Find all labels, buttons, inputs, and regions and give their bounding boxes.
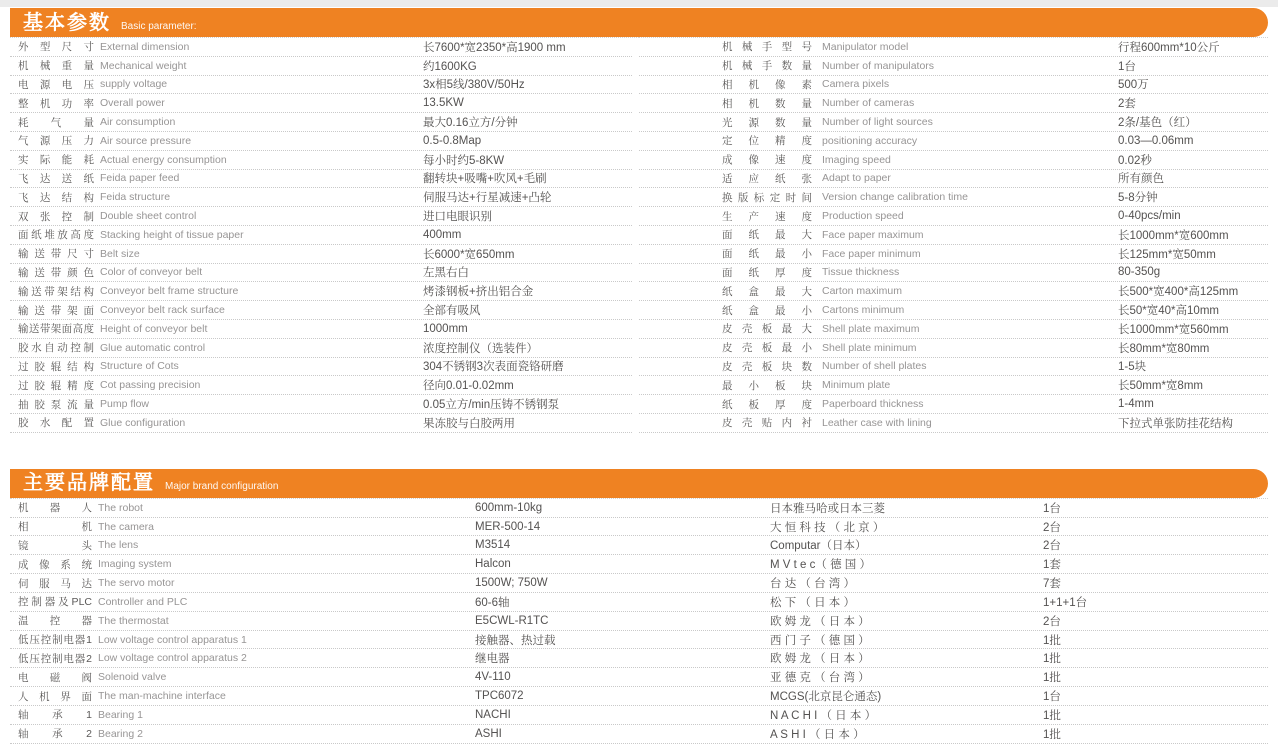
param-value: 1-4mm bbox=[1118, 398, 1154, 411]
brand-model: TPC6072 bbox=[475, 690, 524, 703]
param-row bbox=[639, 226, 1268, 245]
param-label-zh: 输送带架结构 bbox=[18, 285, 94, 298]
brand-row bbox=[10, 574, 1268, 593]
param-value: 80-350g bbox=[1118, 266, 1161, 279]
param-label-en: Number of manipulators bbox=[822, 59, 935, 72]
brand-vendor: 大 恒 科 技 （ 北 京 ） bbox=[770, 521, 885, 534]
brand-row bbox=[10, 593, 1268, 612]
param-row bbox=[639, 170, 1268, 189]
param-row bbox=[10, 282, 632, 301]
brand-label-en: The servo motor bbox=[98, 577, 175, 590]
brand-label-zh: 低压控制电器1 bbox=[18, 634, 92, 647]
brand-qty: 1台 bbox=[1043, 502, 1061, 515]
param-value: 左黑右白 bbox=[423, 267, 469, 280]
param-value: 0.5-0.8Map bbox=[423, 134, 482, 147]
param-label-zh: 换版标定时间 bbox=[722, 191, 812, 204]
brand-model: E5CWL-R1TC bbox=[475, 614, 549, 627]
brand-model: 1500W; 750W bbox=[475, 577, 548, 590]
param-label-zh: 适应纸张 bbox=[722, 172, 812, 185]
param-label-zh: 电源电压 bbox=[18, 78, 94, 91]
brand-qty: 7套 bbox=[1043, 578, 1061, 591]
brand-vendor: 台 达 （ 台 湾 ） bbox=[770, 578, 855, 591]
brand-row bbox=[10, 518, 1268, 537]
param-label-en: Double sheet control bbox=[100, 210, 197, 223]
param-value: 长7600*宽2350*高1900 mm bbox=[423, 41, 566, 54]
param-label-zh: 输送带尺寸 bbox=[18, 248, 94, 261]
param-value: 长1000mm*宽560mm bbox=[1118, 323, 1229, 336]
brand-vendor: N A C H I （ 日 本 ） bbox=[770, 709, 877, 722]
param-label-en: Adapt to paper bbox=[822, 172, 891, 185]
brand-label-en: The robot bbox=[98, 501, 143, 514]
param-label-zh: 双张控制 bbox=[18, 210, 94, 223]
param-label-zh: 输送带颜色 bbox=[18, 266, 94, 279]
param-label-en: Production speed bbox=[822, 210, 904, 223]
param-label-zh: 机械手数量 bbox=[722, 60, 812, 73]
section-header-brands bbox=[10, 469, 1268, 498]
param-label-zh: 机械重量 bbox=[18, 60, 94, 73]
param-label-en: Overall power bbox=[100, 97, 165, 110]
param-label-zh: 飞达结构 bbox=[18, 191, 94, 204]
section-title-zh: 基本参数 bbox=[23, 11, 111, 34]
brand-model: MER-500-14 bbox=[475, 520, 541, 533]
brand-qty: 1批 bbox=[1043, 709, 1061, 722]
brand-label-zh: 温控器 bbox=[18, 615, 92, 628]
param-row bbox=[10, 113, 632, 132]
section-basic-parameters bbox=[10, 8, 1268, 433]
param-value: 果冻胶与白胶两用 bbox=[423, 417, 515, 430]
param-value: 径向0.01-0.02mm bbox=[423, 380, 514, 393]
brand-label-zh: 相机 bbox=[18, 521, 92, 533]
brand-model: 60-6轴 bbox=[475, 596, 510, 609]
brand-label-en: Bearing 2 bbox=[98, 727, 143, 740]
param-value: 长50mm*宽8mm bbox=[1118, 380, 1203, 393]
param-row bbox=[639, 376, 1268, 395]
brand-qty: 1批 bbox=[1043, 634, 1061, 647]
param-label-en: Cot passing precision bbox=[100, 379, 201, 392]
param-value: 0.03—0.06mm bbox=[1118, 134, 1194, 147]
param-value: 5-8分钟 bbox=[1118, 192, 1158, 205]
param-row bbox=[639, 113, 1268, 132]
brand-vendor: M V t e c（ 德 国 ） bbox=[770, 559, 871, 572]
brand-label-en: Low voltage control apparatus 1 bbox=[98, 633, 247, 646]
brand-qty: 1批 bbox=[1043, 653, 1061, 666]
param-row bbox=[10, 207, 632, 226]
brand-label-zh: 电磁阀 bbox=[18, 671, 92, 684]
brand-model: 4V-110 bbox=[475, 671, 511, 684]
param-row bbox=[10, 38, 632, 57]
param-label-zh: 成像速度 bbox=[722, 154, 812, 167]
basic-left-column bbox=[10, 37, 639, 433]
param-label-zh: 生产速度 bbox=[722, 210, 812, 223]
param-value: 304不锈钢3次表面瓷铬研磨 bbox=[423, 361, 564, 374]
param-label-en: Carton maximum bbox=[822, 285, 902, 298]
param-row bbox=[10, 358, 632, 377]
brand-qty: 2台 bbox=[1043, 540, 1061, 553]
param-value: 长6000*宽650mm bbox=[423, 248, 515, 261]
brand-vendor: 欧 姆 龙 （ 日 本 ） bbox=[770, 653, 870, 666]
param-row bbox=[10, 170, 632, 189]
param-label-en: Number of shell plates bbox=[822, 360, 927, 373]
param-label-zh: 面纸堆放高度 bbox=[18, 229, 94, 242]
param-label-en: Shell plate maximum bbox=[822, 322, 920, 335]
param-row bbox=[639, 151, 1268, 170]
param-value: 所有颜色 bbox=[1118, 173, 1164, 186]
param-label-en: Glue configuration bbox=[100, 416, 186, 429]
param-value: 每小时约5-8KW bbox=[423, 154, 505, 167]
param-row bbox=[639, 132, 1268, 151]
brand-vendor: 日本雅马哈或日本三菱 bbox=[770, 502, 885, 515]
param-label-en: Mechanical weight bbox=[100, 59, 187, 72]
param-value: 进口电眼识别 bbox=[423, 211, 492, 224]
brand-qty: 1套 bbox=[1043, 559, 1061, 572]
brand-label-en: The man-machine interface bbox=[98, 690, 226, 703]
param-label-zh: 相机像素 bbox=[722, 78, 812, 91]
param-label-zh: 气源压力 bbox=[18, 135, 94, 148]
brand-model: NACHI bbox=[475, 708, 511, 721]
param-label-zh: 最小板块 bbox=[722, 379, 812, 392]
param-value: 1-5块 bbox=[1118, 361, 1147, 374]
brand-qty: 1批 bbox=[1043, 672, 1061, 685]
param-row bbox=[10, 245, 632, 264]
param-label-en: Tissue thickness bbox=[822, 266, 900, 279]
param-label-en: Version change calibration time bbox=[822, 191, 968, 204]
param-label-en: Minimum plate bbox=[822, 379, 891, 392]
section-header-basic bbox=[10, 8, 1268, 37]
param-label-en: Face paper minimum bbox=[822, 247, 921, 260]
param-label-en: Structure of Cots bbox=[100, 360, 179, 373]
param-label-en: Actual energy consumption bbox=[100, 153, 227, 166]
brand-label-zh: 控制器及PLC bbox=[18, 596, 92, 609]
section-title-en: Basic parameter: bbox=[121, 20, 197, 32]
param-label-zh: 胶水自动控制 bbox=[18, 342, 94, 355]
brand-row bbox=[10, 631, 1268, 650]
param-label-en: Glue automatic control bbox=[100, 341, 206, 354]
param-row bbox=[639, 301, 1268, 320]
param-row bbox=[10, 151, 632, 170]
brand-vendor: Computar（日本） bbox=[770, 540, 867, 553]
param-row bbox=[639, 282, 1268, 301]
param-label-zh: 皮壳板最小 bbox=[722, 342, 812, 355]
brand-label-zh: 轴承2 bbox=[18, 728, 92, 741]
brand-label-zh: 轴承1 bbox=[18, 709, 92, 722]
param-value: 1000mm bbox=[423, 322, 468, 335]
param-label-zh: 抽胶泵流量 bbox=[18, 398, 94, 411]
param-value: 下拉式单张防挂花结构 bbox=[1118, 417, 1233, 430]
brand-qty: 1+1+1台 bbox=[1043, 596, 1088, 609]
param-label-en: Air consumption bbox=[100, 116, 176, 129]
brand-model: 接触器、热过载 bbox=[475, 634, 556, 647]
param-value: 长80mm*宽80mm bbox=[1118, 342, 1210, 355]
param-label-en: Camera pixels bbox=[822, 78, 890, 91]
param-value: 2套 bbox=[1118, 98, 1136, 111]
param-value: 翻转块+吸嘴+吹风+毛刷 bbox=[423, 173, 547, 186]
param-row bbox=[10, 188, 632, 207]
param-row bbox=[10, 57, 632, 76]
brand-label-zh: 低压控制电器2 bbox=[18, 652, 92, 665]
brand-vendor: 欧 姆 龙 （ 日 本 ） bbox=[770, 615, 870, 628]
param-label-zh: 皮壳贴内衬 bbox=[722, 417, 812, 430]
brand-label-zh: 机器人 bbox=[18, 502, 92, 515]
brand-row bbox=[10, 612, 1268, 631]
param-row bbox=[10, 376, 632, 395]
param-label-en: Pump flow bbox=[100, 398, 150, 411]
param-row bbox=[639, 414, 1268, 433]
brand-qty: 2台 bbox=[1043, 615, 1061, 628]
brand-label-zh: 人机界面 bbox=[18, 690, 92, 703]
param-label-zh: 皮壳板块数 bbox=[722, 360, 812, 373]
param-row bbox=[10, 264, 632, 283]
param-label-zh: 皮壳板最大 bbox=[722, 323, 812, 336]
param-label-en: Conveyor belt frame structure bbox=[100, 285, 239, 298]
param-row bbox=[10, 339, 632, 358]
param-value: 长50*宽40*高10mm bbox=[1118, 305, 1219, 318]
brand-vendor: 亚 德 克 （ 台 湾 ） bbox=[770, 672, 870, 685]
param-label-en: Feida structure bbox=[100, 191, 171, 204]
param-row bbox=[10, 132, 632, 151]
top-strip bbox=[0, 0, 1278, 7]
param-value: 500万 bbox=[1118, 79, 1149, 92]
param-value: 长500*宽400*高125mm bbox=[1118, 286, 1239, 299]
section-title-zh: 主要品牌配置 bbox=[23, 472, 155, 495]
brand-model: Halcon bbox=[475, 558, 511, 571]
param-label-en: Leather case with lining bbox=[822, 416, 932, 429]
brand-row bbox=[10, 725, 1268, 744]
param-label-en: Manipulator model bbox=[822, 40, 909, 53]
param-row bbox=[639, 358, 1268, 377]
brand-label-en: Imaging system bbox=[98, 558, 172, 571]
brand-model: ASHI bbox=[475, 727, 502, 740]
param-value: 全部有吸风 bbox=[423, 305, 481, 318]
param-value: 伺服马达+行星减速+凸轮 bbox=[423, 192, 552, 205]
param-value: 0.02秒 bbox=[1118, 154, 1152, 167]
param-label-zh: 机械手型号 bbox=[722, 41, 812, 54]
param-label-zh: 外型尺寸 bbox=[18, 41, 94, 54]
param-label-en: Cartons minimum bbox=[822, 304, 905, 317]
brand-qty: 1批 bbox=[1043, 728, 1061, 741]
brand-vendor: A S H I （ 日 本 ） bbox=[770, 728, 865, 741]
param-row bbox=[639, 320, 1268, 339]
param-value: 最大0.16立方/分钟 bbox=[423, 117, 518, 130]
param-row bbox=[10, 320, 632, 339]
param-row bbox=[639, 207, 1268, 226]
param-value: 行程600mm*10公斤 bbox=[1118, 41, 1220, 54]
param-label-en: Height of conveyor belt bbox=[100, 322, 208, 335]
param-label-en: Feida paper feed bbox=[100, 172, 180, 185]
brand-row bbox=[10, 668, 1268, 687]
brand-rows bbox=[10, 498, 1268, 744]
param-row bbox=[10, 414, 632, 433]
param-row bbox=[10, 226, 632, 245]
param-label-en: positioning accuracy bbox=[822, 134, 918, 147]
param-value: 0.05立方/min压铸不锈钢泵 bbox=[423, 399, 560, 412]
param-row bbox=[639, 264, 1268, 283]
param-label-en: Conveyor belt rack surface bbox=[100, 304, 225, 317]
param-row bbox=[639, 339, 1268, 358]
param-label-en: Air source pressure bbox=[100, 134, 192, 147]
param-value: 约1600KG bbox=[423, 60, 477, 73]
brand-label-en: Low voltage control apparatus 2 bbox=[98, 652, 247, 665]
param-label-zh: 过胶辊结构 bbox=[18, 360, 94, 373]
param-label-en: Number of light sources bbox=[822, 116, 933, 129]
param-row bbox=[639, 94, 1268, 113]
brand-label-en: Solenoid valve bbox=[98, 671, 167, 684]
brand-label-en: The camera bbox=[98, 520, 155, 533]
param-label-en: supply voltage bbox=[100, 78, 168, 91]
param-row bbox=[639, 38, 1268, 57]
param-label-zh: 飞达送纸 bbox=[18, 172, 94, 185]
brand-vendor: 西 门 子 （ 德 国 ） bbox=[770, 634, 870, 647]
param-label-en: External dimension bbox=[100, 40, 190, 53]
param-label-zh: 纸盒最小 bbox=[722, 304, 812, 317]
section-brand-configuration bbox=[10, 469, 1268, 744]
brand-row bbox=[10, 706, 1268, 725]
param-label-zh: 整机功率 bbox=[18, 97, 94, 110]
section-title-en: Major brand configuration bbox=[165, 481, 279, 493]
brand-label-zh: 镜头 bbox=[18, 539, 92, 552]
brand-label-zh: 成像系统 bbox=[18, 558, 92, 571]
brand-row bbox=[10, 687, 1268, 706]
param-value: 1台 bbox=[1118, 60, 1136, 73]
param-label-en: Shell plate minimum bbox=[822, 341, 917, 354]
param-value: 烤漆钢板+挤出铝合金 bbox=[423, 286, 534, 299]
brand-row bbox=[10, 536, 1268, 555]
param-label-zh: 纸盒最大 bbox=[722, 285, 812, 298]
brand-label-en: The thermostat bbox=[98, 614, 169, 627]
param-label-en: Imaging speed bbox=[822, 153, 891, 166]
param-value: 长125mm*宽50mm bbox=[1118, 248, 1216, 261]
param-label-zh: 面纸厚度 bbox=[722, 266, 812, 279]
param-label-zh: 实际能耗 bbox=[18, 154, 94, 167]
param-label-en: Number of cameras bbox=[822, 97, 915, 110]
param-label-zh: 胶水配置 bbox=[18, 417, 94, 430]
param-row bbox=[10, 94, 632, 113]
param-value: 2条/基色（红） bbox=[1118, 117, 1197, 130]
param-label-zh: 面纸最大 bbox=[722, 229, 812, 242]
param-value: 3x相5线/380V/50Hz bbox=[423, 79, 525, 92]
param-row bbox=[639, 76, 1268, 95]
param-row bbox=[639, 395, 1268, 414]
param-label-en: Stacking height of tissue paper bbox=[100, 228, 244, 241]
param-label-zh: 输送带架面高度 bbox=[18, 323, 94, 336]
basic-right-column bbox=[639, 37, 1268, 433]
param-value: 长1000mm*宽600mm bbox=[1118, 229, 1229, 242]
param-label-en: Face paper maximum bbox=[822, 228, 924, 241]
param-row bbox=[10, 76, 632, 95]
param-label-zh: 相机数量 bbox=[722, 97, 812, 110]
param-label-zh: 定位精度 bbox=[722, 135, 812, 148]
param-value: 13.5KW bbox=[423, 97, 464, 110]
brand-row bbox=[10, 649, 1268, 668]
param-value: 400mm bbox=[423, 228, 462, 241]
brand-qty: 2台 bbox=[1043, 521, 1061, 534]
basic-columns bbox=[10, 37, 1268, 433]
param-label-zh: 光源数量 bbox=[722, 116, 812, 129]
param-label-zh: 输送带架面 bbox=[18, 304, 94, 317]
param-row bbox=[639, 188, 1268, 207]
brand-label-zh: 伺服马达 bbox=[18, 577, 92, 590]
brand-model: 600mm-10kg bbox=[475, 501, 543, 514]
brand-row bbox=[10, 555, 1268, 574]
param-label-zh: 耗气量 bbox=[18, 116, 94, 129]
param-row bbox=[10, 395, 632, 414]
param-value: 浓度控制仪（选装件） bbox=[423, 342, 538, 355]
param-label-zh: 过胶辊精度 bbox=[18, 379, 94, 392]
brand-label-en: Bearing 1 bbox=[98, 708, 143, 721]
brand-label-en: Controller and PLC bbox=[98, 595, 188, 608]
param-label-zh: 纸板厚度 bbox=[722, 398, 812, 411]
param-row bbox=[639, 57, 1268, 76]
param-label-zh: 面纸最小 bbox=[722, 248, 812, 261]
brand-vendor: MCGS(北京昆仑通态) bbox=[770, 691, 882, 704]
brand-qty: 1台 bbox=[1043, 691, 1061, 704]
param-label-en: Color of conveyor belt bbox=[100, 266, 203, 279]
brand-model: M3514 bbox=[475, 539, 511, 552]
param-row bbox=[639, 245, 1268, 264]
param-label-en: Paperboard thickness bbox=[822, 398, 924, 411]
brand-label-en: The lens bbox=[98, 539, 139, 552]
brand-model: 继电器 bbox=[475, 653, 510, 666]
param-value: 0-40pcs/min bbox=[1118, 210, 1181, 223]
brand-vendor: 松 下 （ 日 本 ） bbox=[770, 596, 855, 609]
param-row bbox=[10, 301, 632, 320]
brand-row bbox=[10, 499, 1268, 518]
param-label-en: Belt size bbox=[100, 247, 140, 260]
